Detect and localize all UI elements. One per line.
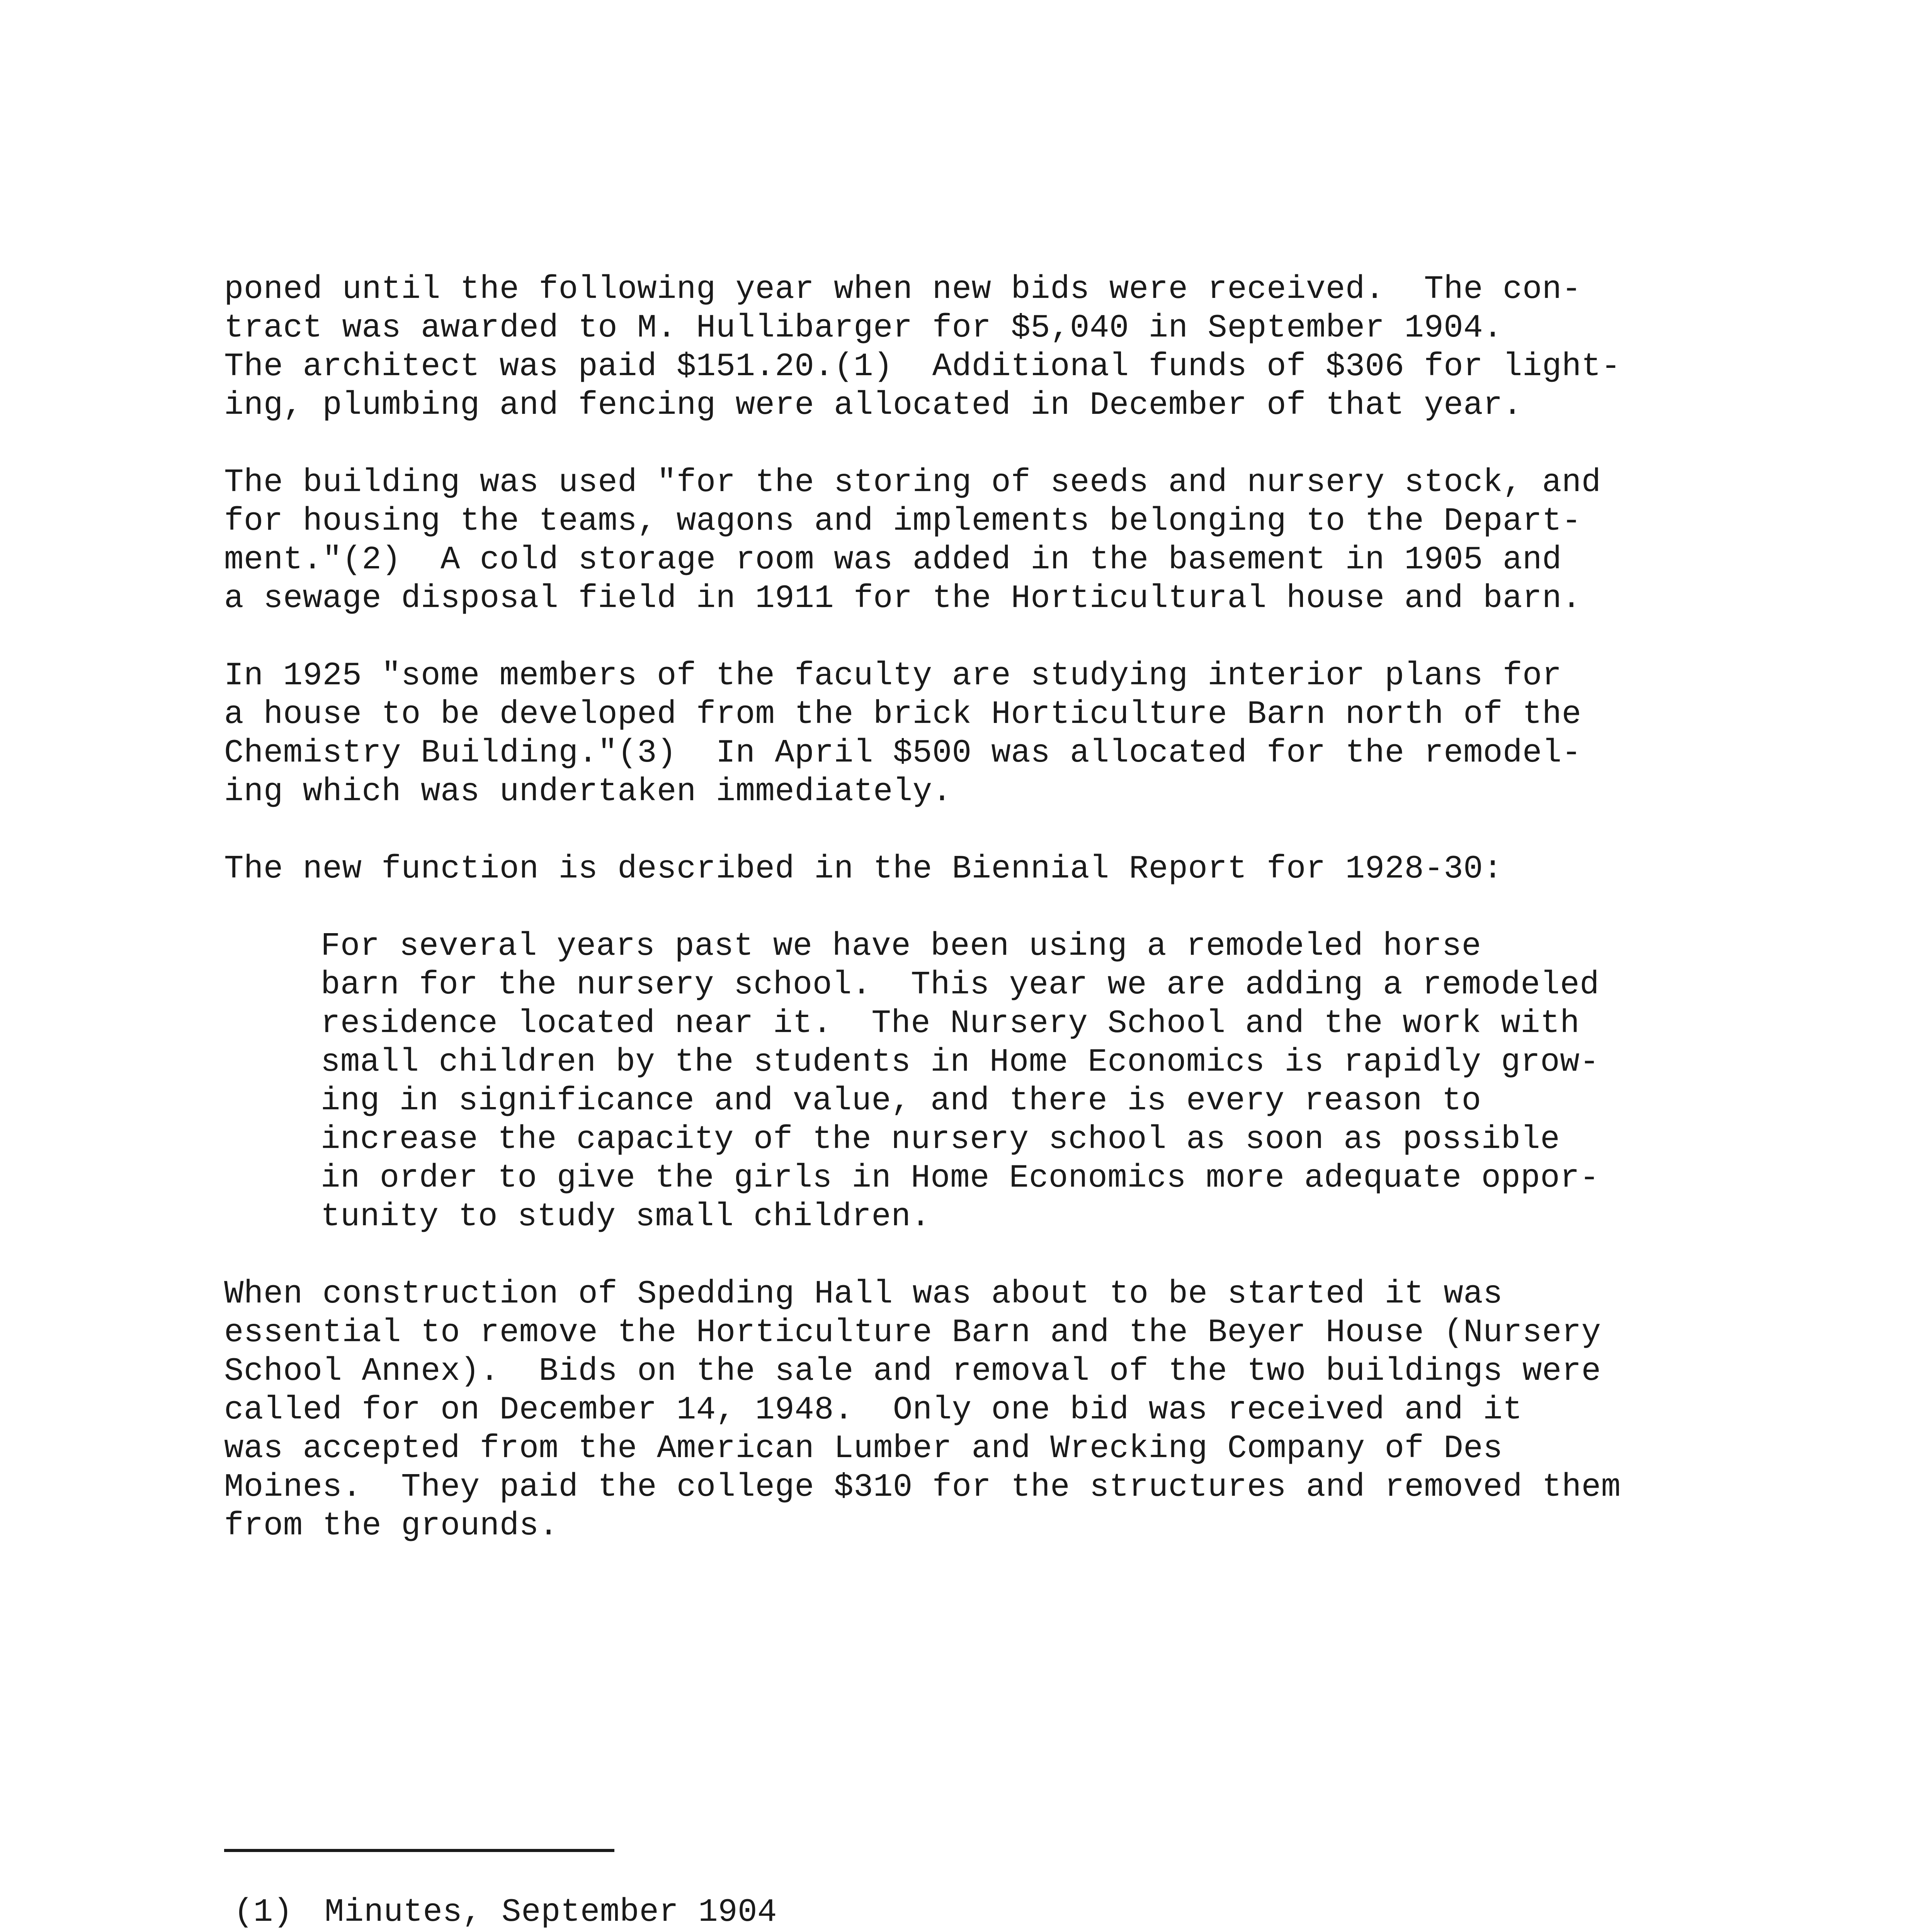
text-line: ing which was undertaken immediately. bbox=[224, 774, 952, 810]
quote-line: tunity to study small children. bbox=[321, 1199, 931, 1235]
quote-line: small children by the students in Home Economics is rapidly grow- bbox=[321, 1044, 1600, 1081]
text-line: tract was awarded to M. Hullibarger for $5,040 in September 1904. bbox=[224, 310, 1503, 347]
quote-line: For several years past we have been using a remodeled horse bbox=[321, 928, 1481, 965]
paragraph-spedding-hall bbox=[224, 1275, 1621, 1546]
block-quote bbox=[321, 927, 1599, 1236]
text-line: ment."(2) A cold storage room was added in the basement in 1905 and bbox=[224, 542, 1562, 578]
text-line: essential to remove the Horticulture Barn and the Beyer House (Nursery bbox=[224, 1315, 1601, 1351]
text-line: a house to be developed from the brick Horticulture Barn north of the bbox=[224, 696, 1582, 733]
text-line: ing, plumbing and fencing were allocated in December of that year. bbox=[224, 387, 1522, 424]
text-line: was accepted from the American Lumber and Wrecking Company of Des bbox=[224, 1430, 1503, 1467]
quote-line: residence located near it. The Nursery School and the work with bbox=[321, 1005, 1580, 1042]
text-line: The new function is described in the Biennial Report for 1928-30: bbox=[224, 851, 1503, 888]
text-line: called for on December 14, 1948. Only one bid was received and it bbox=[224, 1392, 1522, 1429]
text-line: a sewage disposal field in 1911 for the Horticultural house and barn. bbox=[224, 580, 1582, 617]
text-line: The architect was paid $151.20.(1) Additional funds of $306 for light- bbox=[224, 349, 1621, 385]
text-line: Chemistry Building."(3) In April $500 was allocated for the remodel- bbox=[224, 735, 1582, 772]
quote-line: increase the capacity of the nursery school as soon as possible bbox=[321, 1121, 1560, 1158]
paragraph-new-function bbox=[224, 850, 1503, 889]
quote-line: in order to give the girls in Home Economics more adequate oppor- bbox=[321, 1160, 1600, 1197]
text-line: from the grounds. bbox=[224, 1508, 559, 1544]
paragraph-contract bbox=[224, 270, 1621, 425]
text-line: School Annex). Bids on the sale and removal of the two buildings were bbox=[224, 1353, 1601, 1390]
quote-line: ing in significance and value, and there is every reason to bbox=[321, 1083, 1481, 1119]
text-line: In 1925 "some members of the faculty are studying interior plans for bbox=[224, 658, 1562, 694]
paragraph-1925-plans bbox=[224, 657, 1582, 811]
text-line: The building was used "for the storing of seeds and nursery stock, and bbox=[224, 464, 1601, 501]
footnote-divider bbox=[224, 1849, 614, 1852]
quote-line: barn for the nursery school. This year we are adding a remodeled bbox=[321, 967, 1600, 1003]
text-line: for housing the teams, wagons and implements belonging to the Depart- bbox=[224, 503, 1582, 540]
text-line: When construction of Spedding Hall was about to be started it was bbox=[224, 1276, 1503, 1313]
paragraph-building-use bbox=[224, 464, 1601, 618]
footnote-1 bbox=[234, 1893, 777, 1932]
footnote-marker: (1) bbox=[234, 1894, 293, 1931]
text-line: Moines. They paid the college $310 for the structures and removed them bbox=[224, 1469, 1621, 1506]
text-line: poned until the following year when new bids were received. The con- bbox=[224, 271, 1582, 308]
footnote-text: Minutes, September 1904 bbox=[325, 1894, 777, 1931]
